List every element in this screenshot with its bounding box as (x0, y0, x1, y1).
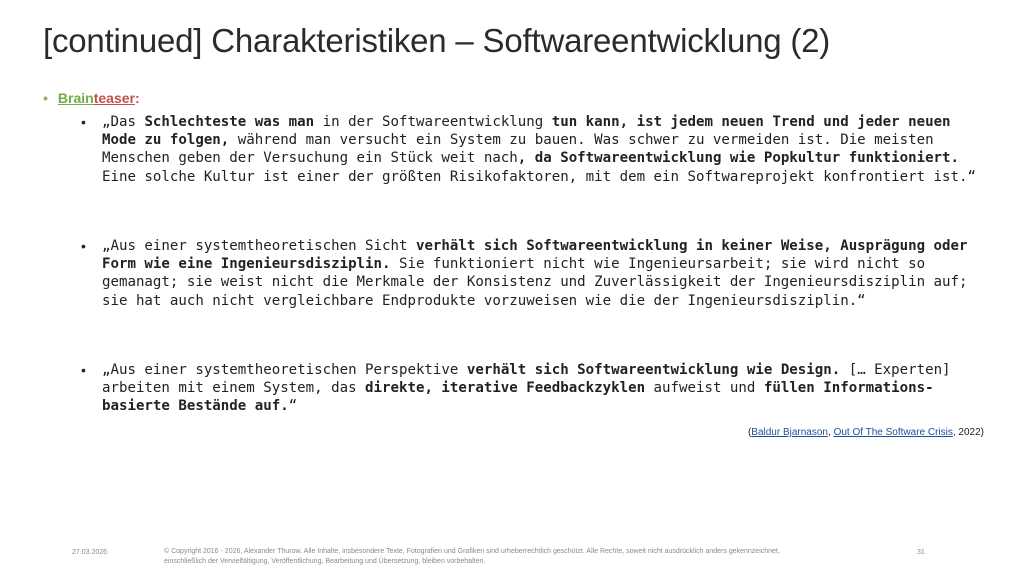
brainteaser-teaser: teaser (93, 90, 135, 106)
quote-segment: „Das (102, 114, 145, 130)
quote-segment: Sie funktioniert nicht wie Ingenieursarbeit; sie wird nicht so gemanagt; sie weist nicht die Merkmale der Konsistenz und Zuverlässigkeit der Ingenieursdisziplin auf; sie hat auch nicht vergleichbare Endprodukte vorzuweisen wie die der Ingenieursdisziplin.“ (102, 256, 968, 309)
brainteaser-heading (43, 90, 140, 106)
slide-title: [continued] Charakteristiken – Softwareentwicklung (2) (43, 22, 831, 59)
quote-segment: “ (288, 398, 298, 415)
quote-text (102, 114, 976, 185)
quote-bold-segment: verhält sich Softwareentwicklung wie Design. (466, 362, 841, 378)
quote-3 (81, 361, 992, 416)
quote-segment: „Aus einer systemtheoretischen Sicht (102, 238, 416, 254)
quote-bold-segment: füllen Informations-basierte Bestände auf. (102, 380, 934, 415)
quote-bold-segment: , da Softwareentwicklung wie Popkultur funktioniert. (517, 150, 960, 167)
quote-segment: in der Softwareentwicklung (314, 114, 552, 130)
quote-bold-segment: direkte, iterative Feedbackzyklen (365, 380, 646, 397)
quote-segment: [… Experten] arbeiten mit einem System, das (102, 362, 951, 397)
quote-1 (81, 113, 992, 186)
quote-2 (81, 237, 992, 310)
citation (748, 427, 984, 438)
quote-text (102, 362, 951, 414)
quote-bold-segment: Schlechteste was man (144, 114, 315, 130)
quote-bold-segment: tun kann, ist jedem neuen Trend und jeder neuen Mode zu folgen, (102, 114, 951, 149)
quote-bold-segment: verhält sich Softwareentwicklung in keiner Weise, Ausprägung oder Form wie eine Ingenieursdisziplin. (102, 238, 968, 273)
footer-page-number: 31 (917, 549, 925, 556)
citation-rest: , 2022) (952, 427, 984, 438)
quote-segment: „Aus einer systemtheoretischen Perspektive (102, 362, 467, 378)
footer-copyright: © Copyright 2016 - 2026, Alexander Thurow. Alle Inhalte, insbesondere Texte, Fotografien und Grafiken sind urheberrechtlich geschützt. Alle Rechte, soweit nicht ausdrücklich anders gekennzeichnet, einschließlich der Vervielfältigung, Veröffentlichung, Bearbeitung und Übersetzung, bleiben vorbehalten. (164, 548, 780, 565)
quote-segment: während man versucht ein System zu bauen. Was schwer zu vermeiden ist. Die meisten Menschen geben der Versuchung ein Stück weit nach (102, 132, 934, 167)
bullet-icon: • (81, 114, 86, 130)
citation-open: ( (747, 427, 752, 438)
brainteaser-colon: : (134, 90, 140, 106)
quote-segment: aufweist und (645, 380, 764, 397)
bullet-icon: • (81, 238, 86, 254)
citation-book-link[interactable]: Out Of The Software Crisis (833, 427, 953, 438)
citation-sep: , (828, 427, 834, 438)
quote-text (102, 238, 968, 309)
footer-date: 27.03.2026 (72, 549, 108, 556)
bullet-icon: • (81, 362, 86, 378)
quote-segment: Eine solche Kultur ist einer der größten Risikofaktoren, mit dem ein Softwareprojekt konfrontiert ist.“ (102, 168, 976, 185)
brainteaser-brain: Brain (57, 90, 94, 106)
bullet-icon: • (43, 90, 48, 106)
citation-author-link[interactable]: Baldur Bjarnason (751, 427, 828, 438)
